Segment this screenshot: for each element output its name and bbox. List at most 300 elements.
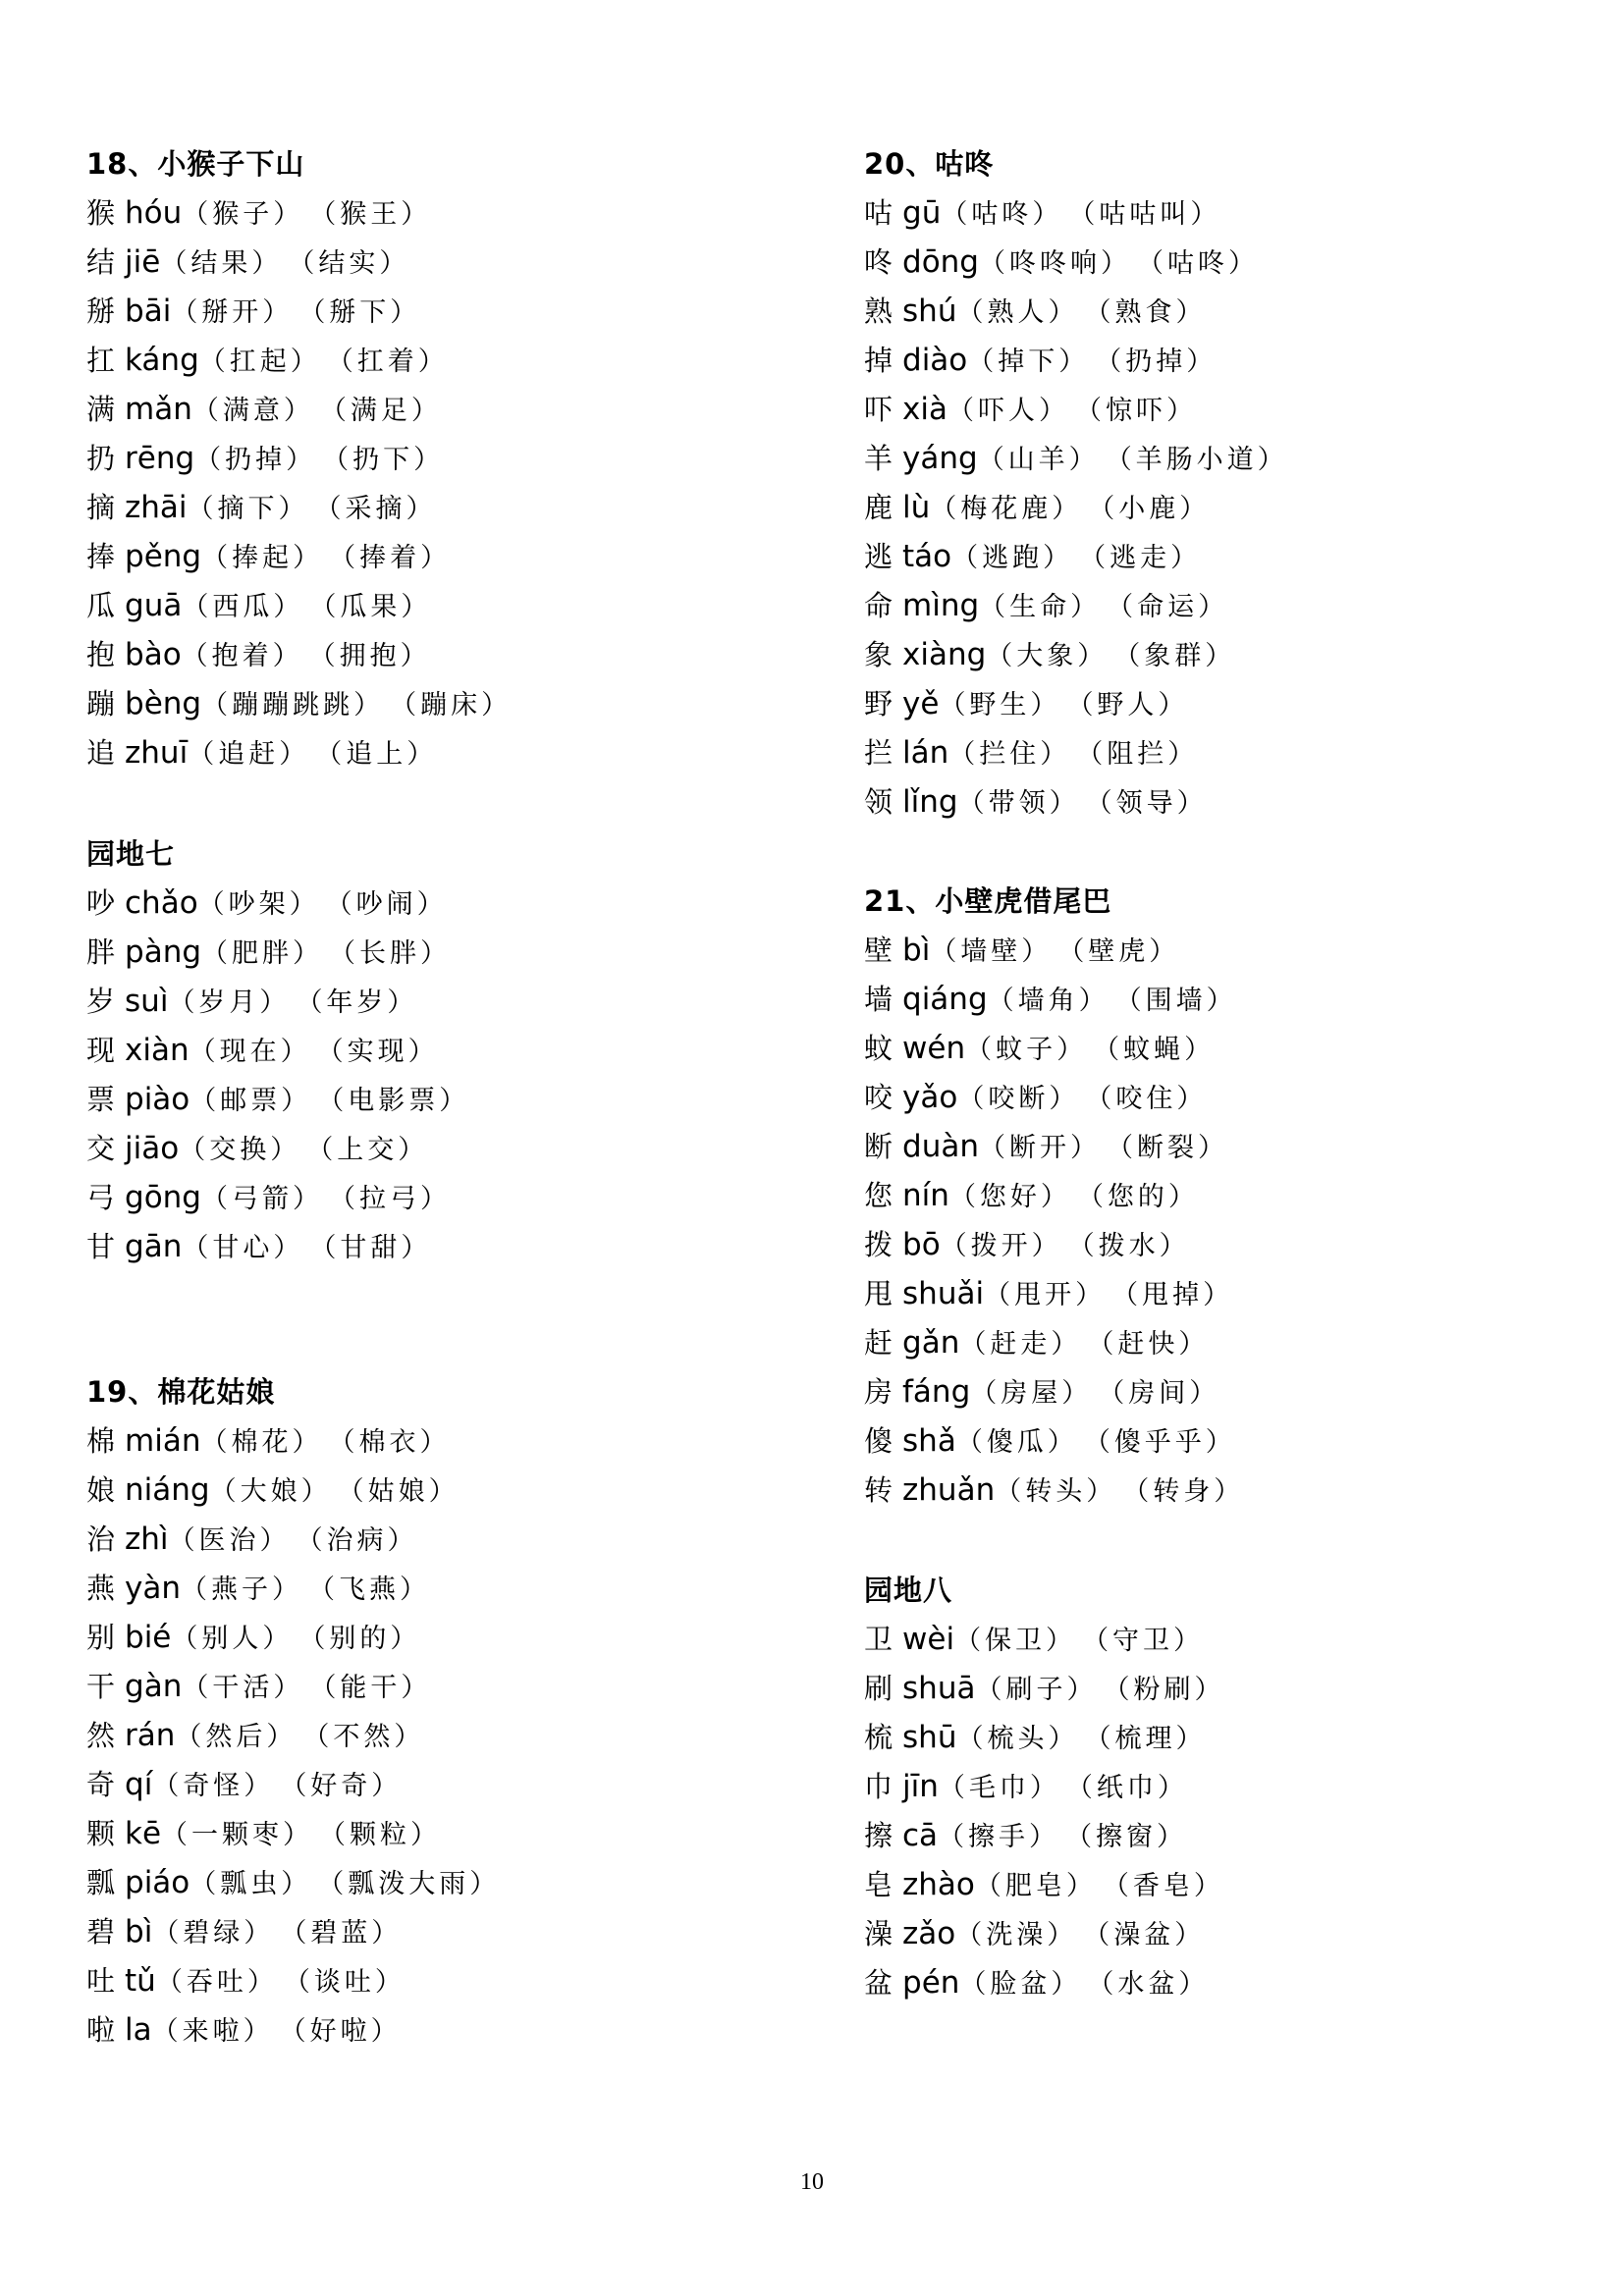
entry-word-2: （猴王） — [309, 199, 432, 230]
entry-word-1: （带领） — [957, 788, 1080, 819]
entry-pinyin: lù — [902, 490, 931, 525]
entry-word-2: （野人） — [1066, 690, 1189, 721]
section-lesson-20 — [864, 139, 1288, 827]
entry-character: 吐 — [86, 1964, 116, 1998]
entry-character: 结 — [86, 245, 116, 279]
entry-word-1: （肥皂） — [974, 1871, 1097, 1901]
entry-word-2: （扔下） — [322, 445, 445, 475]
entry-pinyin: niáng — [125, 1472, 210, 1508]
vocab-entry — [864, 1171, 1244, 1220]
vocab-entry — [864, 1762, 1224, 1811]
entry-character: 卫 — [864, 1623, 893, 1656]
vocab-entry — [86, 728, 512, 777]
entry-character: 岁 — [86, 985, 116, 1018]
entry-character: 擦 — [864, 1819, 893, 1852]
entry-word-2: （好奇） — [280, 1771, 403, 1801]
section-heading: 园地八 — [864, 1574, 953, 1607]
entry-word-1: （掉下） — [967, 347, 1090, 377]
entry-word-1: （来啦） — [151, 2016, 274, 2047]
entry-character: 房 — [864, 1375, 893, 1409]
vocab-entry — [86, 977, 469, 1026]
entry-character: 现 — [86, 1034, 116, 1067]
entry-word-2: （采摘） — [314, 494, 437, 524]
vocab-entry — [86, 581, 512, 630]
entry-character: 澡 — [864, 1917, 893, 1950]
entry-pinyin: xiàn — [125, 1033, 189, 1068]
entry-pinyin: rán — [125, 1718, 176, 1753]
entry-word-1: （梳头） — [956, 1724, 1079, 1754]
entry-character: 治 — [86, 1522, 116, 1556]
entry-character: 颗 — [86, 1817, 116, 1850]
vocab-entry — [864, 1466, 1244, 1515]
entry-word-2: （壁虎） — [1057, 936, 1180, 967]
entry-word-2: （赶快） — [1087, 1329, 1210, 1360]
vocab-entry — [864, 1220, 1244, 1269]
entry-word-2: （逃走） — [1079, 543, 1202, 573]
entry-word-1: （掰开） — [171, 297, 294, 328]
entry-word-2: （熟食） — [1084, 297, 1207, 328]
entry-word-2: （飞燕） — [308, 1575, 431, 1605]
entry-word-1: （逃跑） — [951, 543, 1074, 573]
entry-pinyin: gū — [902, 195, 942, 231]
entry-character: 您 — [864, 1179, 893, 1212]
entry-word-1: （您好） — [948, 1182, 1071, 1212]
vocab-entry — [86, 1222, 469, 1271]
entry-word-1: （干活） — [182, 1673, 304, 1703]
entry-character: 啦 — [86, 2013, 116, 2047]
entry-character: 燕 — [86, 1572, 116, 1605]
vocab-entry — [864, 385, 1288, 434]
entry-pinyin: mìng — [902, 588, 980, 623]
vocab-entry — [86, 1809, 500, 1858]
entry-word-1: （燕子） — [181, 1575, 303, 1605]
entry-pinyin: lǐng — [902, 784, 958, 820]
entry-character: 满 — [86, 393, 116, 426]
entry-pinyin: nín — [902, 1178, 949, 1213]
entry-word-1: （熟人） — [956, 297, 1079, 328]
entry-pinyin: yǎo — [902, 1080, 958, 1115]
entry-word-1: （摘下） — [187, 494, 309, 524]
entry-word-1: （扔掉） — [194, 445, 317, 475]
vocab-entry — [864, 1318, 1244, 1367]
entry-character: 壁 — [864, 934, 893, 967]
section-lesson-18 — [86, 139, 512, 777]
entry-word-2: （治病） — [296, 1525, 418, 1556]
entry-word-2: （蚊蝇） — [1093, 1035, 1216, 1065]
entry-character: 掰 — [86, 294, 116, 328]
entry-word-1: （碧绿） — [152, 1918, 275, 1949]
entry-character: 棉 — [86, 1424, 116, 1458]
entry-pinyin: tǔ — [125, 1963, 156, 1999]
entry-pinyin: kē — [125, 1816, 162, 1851]
vocab-entry — [86, 1466, 500, 1515]
entry-pinyin: zǎo — [902, 1916, 956, 1951]
entry-character: 甘 — [86, 1230, 116, 1263]
entry-character: 转 — [864, 1473, 893, 1507]
section-lesson-21 — [864, 877, 1244, 1515]
entry-pinyin: bì — [902, 933, 931, 968]
section-heading: 18、小猴子下山 — [86, 147, 305, 181]
entry-character: 命 — [864, 589, 893, 622]
entry-pinyin: gàn — [125, 1669, 183, 1704]
entry-word-1: （咕咚） — [941, 199, 1063, 230]
vocab-entry — [86, 1858, 500, 1907]
vocab-entry — [86, 2005, 500, 2055]
entry-word-2: （追上） — [315, 739, 438, 770]
entry-pinyin: bāi — [125, 294, 172, 329]
entry-character: 领 — [864, 785, 893, 819]
entry-character: 娘 — [86, 1473, 116, 1507]
entry-word-2: （水盆） — [1087, 1969, 1210, 2000]
entry-character: 断 — [864, 1130, 893, 1163]
vocab-entry — [864, 1811, 1224, 1860]
entry-pinyin: jiāo — [125, 1131, 180, 1166]
entry-pinyin: yáng — [902, 441, 978, 476]
entry-pinyin: hóu — [125, 195, 183, 231]
entry-character: 梳 — [864, 1721, 893, 1754]
entry-word-1: （吞吐） — [155, 1967, 278, 1998]
vocab-entry — [86, 1760, 500, 1809]
entry-word-1: （脸盆） — [959, 1969, 1082, 2000]
entry-word-2: （不然） — [302, 1722, 425, 1752]
entry-character: 蚊 — [864, 1032, 893, 1065]
entry-pinyin: wén — [902, 1031, 966, 1066]
vocab-entry — [864, 238, 1288, 287]
section-heading: 21、小壁虎借尾巴 — [864, 884, 1112, 918]
entry-character: 刷 — [864, 1672, 893, 1705]
entry-character: 吵 — [86, 886, 116, 920]
entry-word-1: （现在） — [189, 1037, 311, 1067]
vocab-entry — [864, 1416, 1244, 1466]
vocab-entry — [86, 879, 469, 928]
entry-word-1: （山羊） — [977, 445, 1100, 475]
section-garden-7 — [86, 829, 469, 1271]
entry-word-1: （大娘） — [209, 1476, 332, 1507]
entry-character: 咚 — [864, 245, 893, 279]
entry-word-2: （房间） — [1098, 1378, 1220, 1409]
entry-pinyin: zhì — [125, 1522, 169, 1557]
entry-character: 赶 — [864, 1326, 893, 1360]
entry-word-2: （上交） — [306, 1135, 429, 1165]
entry-word-1: （然后） — [175, 1722, 298, 1752]
entry-character: 扛 — [86, 344, 116, 377]
entry-word-2: （转身） — [1122, 1476, 1245, 1507]
entry-word-2: （谈吐） — [283, 1967, 406, 1998]
entry-word-1: （毛巾） — [938, 1773, 1060, 1803]
vocab-entry — [86, 238, 512, 287]
entry-pinyin: fáng — [902, 1374, 971, 1410]
entry-character: 捧 — [86, 540, 116, 573]
entry-character: 甩 — [864, 1277, 893, 1310]
entry-word-2: （香皂） — [1102, 1871, 1224, 1901]
entry-character: 掉 — [864, 344, 893, 377]
entry-word-1: （猴子） — [182, 199, 304, 230]
vocab-entry — [864, 630, 1288, 679]
vocab-entry — [864, 532, 1288, 581]
entry-pinyin: qí — [125, 1767, 153, 1802]
entry-word-2: （颗粒） — [319, 1820, 442, 1850]
entry-word-2: （守卫） — [1082, 1626, 1205, 1656]
entry-pinyin: pàng — [125, 934, 202, 970]
entry-word-2: （瓜果） — [309, 592, 432, 622]
entry-word-1: （岁月） — [168, 988, 291, 1018]
entry-character: 皂 — [864, 1868, 893, 1901]
vocab-entry — [864, 188, 1288, 238]
entry-word-2: （年岁） — [296, 988, 418, 1018]
entry-character: 交 — [86, 1132, 116, 1165]
entry-word-1: （咬断） — [957, 1084, 1080, 1114]
entry-word-2: （小鹿） — [1088, 494, 1211, 524]
entry-character: 摘 — [86, 491, 116, 524]
entry-pinyin: shū — [902, 1720, 957, 1755]
entry-character: 逃 — [864, 540, 893, 573]
entry-pinyin: xiàng — [902, 637, 987, 672]
entry-pinyin: piáo — [125, 1865, 190, 1900]
entry-pinyin: shǎ — [902, 1423, 956, 1459]
entry-pinyin: jīn — [902, 1769, 939, 1804]
vocab-entry — [86, 287, 512, 336]
entry-word-1: （转头） — [995, 1476, 1117, 1507]
entry-word-2: （碧蓝） — [280, 1918, 403, 1949]
entry-character: 瓢 — [86, 1866, 116, 1899]
entry-pinyin: gǎn — [902, 1325, 960, 1361]
vocab-entry — [864, 1122, 1244, 1171]
entry-word-2: （甩掉） — [1111, 1280, 1234, 1310]
entry-character: 野 — [864, 687, 893, 721]
entry-word-2: （棉衣） — [328, 1427, 451, 1458]
section-lesson-19 — [86, 1367, 500, 2055]
entry-pinyin: piào — [125, 1082, 190, 1117]
vocab-entry — [864, 1860, 1224, 1909]
entry-word-1: （西瓜） — [182, 592, 304, 622]
vocab-entry — [86, 1662, 500, 1711]
vocab-entry — [86, 385, 512, 434]
vocab-entry — [864, 926, 1244, 975]
entry-word-2: （咬住） — [1085, 1084, 1208, 1114]
entry-word-2: （咕咚） — [1137, 248, 1259, 279]
entry-character: 追 — [86, 736, 116, 770]
entry-pinyin: bào — [125, 637, 182, 672]
entry-word-1: （房屋） — [970, 1378, 1093, 1409]
entry-word-2: （捧着） — [329, 543, 452, 573]
entry-word-2: （满足） — [319, 396, 442, 426]
entry-word-1: （赶走） — [959, 1329, 1082, 1360]
entry-pinyin: wèi — [902, 1622, 955, 1657]
vocab-entry — [86, 679, 512, 728]
entry-word-2: （梳理） — [1084, 1724, 1207, 1754]
entry-pinyin: mǎn — [125, 392, 192, 427]
entry-word-1: （蹦蹦跳跳） — [201, 690, 385, 721]
entry-word-2: （电影票） — [317, 1086, 470, 1116]
entry-character: 拦 — [864, 736, 893, 770]
entry-character: 象 — [864, 638, 893, 671]
entry-word-1: （甩开） — [984, 1280, 1107, 1310]
entry-word-2: （掰下） — [298, 297, 421, 328]
entry-word-1: （追赶） — [188, 739, 310, 770]
vocab-entry — [864, 1664, 1224, 1713]
entry-character: 弓 — [86, 1181, 116, 1214]
entry-character: 拨 — [864, 1228, 893, 1261]
entry-word-1: （吵架） — [197, 889, 320, 920]
vocab-entry — [86, 928, 469, 977]
entry-word-2: （别的） — [298, 1624, 421, 1654]
entry-pinyin: lán — [902, 735, 949, 771]
entry-pinyin: yě — [902, 686, 940, 721]
entry-word-2: （惊吓） — [1074, 396, 1197, 426]
vocab-entry — [864, 483, 1288, 532]
entry-word-2: （甘甜） — [309, 1233, 432, 1263]
section-heading: 园地七 — [86, 837, 176, 871]
entry-pinyin: xià — [902, 392, 947, 427]
entry-word-2: （阻拦） — [1076, 739, 1199, 770]
entry-word-1: （肥胖） — [201, 938, 324, 969]
entry-word-1: （棉花） — [200, 1427, 323, 1458]
entry-character: 票 — [86, 1083, 116, 1116]
entry-character: 鹿 — [864, 491, 893, 524]
vocab-entry — [864, 1269, 1244, 1318]
entry-character: 吓 — [864, 393, 893, 426]
vocab-entry — [86, 483, 512, 532]
entry-pinyin: qiáng — [902, 982, 988, 1017]
entry-character: 别 — [86, 1621, 116, 1654]
entry-character: 碧 — [86, 1915, 116, 1949]
entry-character: 巾 — [864, 1770, 893, 1803]
vocab-entry — [864, 1024, 1244, 1073]
entry-pinyin: bì — [125, 1914, 153, 1949]
entry-word-2: （扛着） — [326, 347, 449, 377]
entry-word-1: （吓人） — [947, 396, 1069, 426]
entry-word-2: （拥抱） — [308, 641, 431, 671]
vocab-entry — [864, 1367, 1244, 1416]
entry-word-2: （结实） — [288, 248, 410, 279]
entry-word-1: （擦手） — [938, 1822, 1060, 1852]
entry-pinyin: rēng — [125, 441, 195, 476]
entry-pinyin: gōng — [125, 1180, 201, 1215]
entry-word-1: （捧起） — [201, 543, 324, 573]
entry-word-1: （结果） — [160, 248, 283, 279]
entry-word-2: （羊肠小道） — [1105, 445, 1288, 475]
entry-word-1: （保卫） — [954, 1626, 1077, 1656]
entry-pinyin: zhāi — [125, 490, 188, 525]
entry-pinyin: zhuī — [125, 735, 189, 771]
entry-word-2: （拨水） — [1067, 1231, 1190, 1261]
entry-word-1: （墙壁） — [930, 936, 1053, 967]
entry-pinyin: dōng — [902, 244, 979, 280]
entry-pinyin: mián — [125, 1423, 201, 1459]
page-number: 10 — [800, 2169, 824, 2195]
vocab-entry — [864, 777, 1288, 827]
entry-pinyin: pén — [902, 1965, 960, 2001]
vocab-entry — [864, 1073, 1244, 1122]
entry-word-2: （吵闹） — [325, 889, 448, 920]
entry-word-1: （拦住） — [948, 739, 1071, 770]
entry-word-2: （蹦床） — [390, 690, 513, 721]
entry-character: 扔 — [86, 442, 116, 475]
vocab-entry — [864, 336, 1288, 385]
entry-word-1: （邮票） — [189, 1086, 312, 1116]
entry-character: 咬 — [864, 1081, 893, 1114]
entry-word-2: （姑娘） — [337, 1476, 460, 1507]
vocab-entry — [86, 1026, 469, 1075]
vocab-entry — [86, 630, 512, 679]
entry-word-1: （大象） — [986, 641, 1109, 671]
vocab-entry — [864, 975, 1244, 1024]
entry-word-1: （医治） — [168, 1525, 291, 1556]
entry-word-1: （蚊子） — [965, 1035, 1088, 1065]
vocab-entry — [86, 1711, 500, 1760]
entry-pinyin: pěng — [125, 539, 202, 574]
entry-word-2: （咕咕叫） — [1068, 199, 1221, 230]
entry-character: 熟 — [864, 294, 893, 328]
entry-pinyin: shuǎi — [902, 1276, 985, 1311]
entry-word-1: （扛起） — [198, 347, 321, 377]
section-garden-8 — [864, 1566, 1224, 2007]
entry-pinyin: zhuǎn — [902, 1472, 996, 1508]
entry-pinyin: bèng — [125, 686, 202, 721]
vocab-entry — [86, 532, 512, 581]
vocab-entry — [864, 679, 1288, 728]
entry-word-2: （断裂） — [1107, 1133, 1228, 1163]
entry-word-2: （擦窗） — [1065, 1822, 1188, 1852]
entry-pinyin: chǎo — [125, 885, 198, 921]
entry-character: 蹦 — [86, 687, 116, 721]
entry-pinyin: cā — [902, 1818, 939, 1853]
entry-word-2: （命运） — [1107, 592, 1229, 622]
entry-pinyin: zhào — [902, 1867, 975, 1902]
entry-word-1: （一颗枣） — [161, 1820, 314, 1850]
entry-pinyin: bō — [902, 1227, 941, 1262]
entry-word-1: （甘心） — [182, 1233, 304, 1263]
entry-word-2: （您的） — [1076, 1182, 1199, 1212]
entry-word-1: （别人） — [171, 1624, 294, 1654]
section-heading: 20、咕咚 — [864, 147, 995, 181]
entry-word-2: （扔掉） — [1095, 347, 1218, 377]
section-heading: 19、棉花姑娘 — [86, 1375, 276, 1409]
entry-character: 羊 — [864, 442, 893, 475]
entry-pinyin: gān — [125, 1229, 183, 1264]
entry-word-1: （傻瓜） — [955, 1427, 1078, 1458]
entry-word-2: （能干） — [309, 1673, 432, 1703]
vocab-entry — [864, 581, 1288, 630]
entry-word-2: （实现） — [316, 1037, 439, 1067]
entry-character: 猴 — [86, 196, 116, 230]
entry-word-1: （生命） — [979, 592, 1102, 622]
vocab-entry — [864, 1958, 1224, 2007]
entry-pinyin: guā — [125, 588, 183, 623]
entry-character: 然 — [86, 1719, 116, 1752]
entry-character: 奇 — [86, 1768, 116, 1801]
entry-pinyin: táo — [902, 539, 952, 574]
vocab-entry — [864, 434, 1288, 483]
entry-character: 盆 — [864, 1966, 893, 2000]
entry-word-1: （墙角） — [987, 986, 1110, 1016]
vocab-entry — [86, 1173, 469, 1222]
vocab-entry — [86, 1613, 500, 1662]
entry-word-1: （交换） — [179, 1135, 301, 1165]
entry-pinyin: káng — [125, 343, 199, 378]
entry-character: 抱 — [86, 638, 116, 671]
entry-word-1: （瓢虫） — [189, 1869, 312, 1899]
vocab-entry — [864, 1713, 1224, 1762]
entry-word-1: （洗澡） — [955, 1920, 1078, 1950]
entry-word-2: （纸巾） — [1065, 1773, 1188, 1803]
vocab-entry — [864, 1909, 1224, 1958]
entry-word-1: （刷子） — [975, 1675, 1098, 1705]
entry-word-1: （弓箭） — [201, 1184, 323, 1214]
entry-word-2: （围墙） — [1114, 986, 1237, 1016]
vocab-entry — [86, 1564, 500, 1613]
entry-word-2: （象群） — [1113, 641, 1236, 671]
